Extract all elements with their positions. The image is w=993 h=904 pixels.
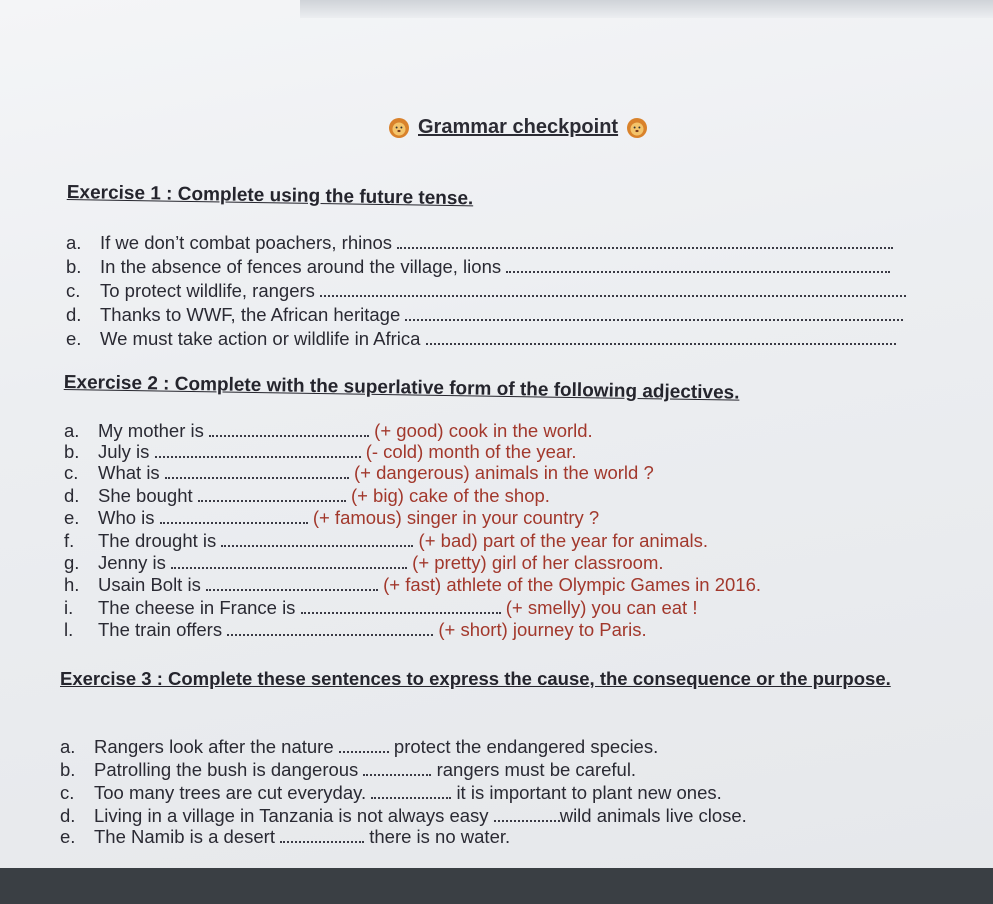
item-letter: i. xyxy=(64,597,74,618)
item-letter: g. xyxy=(64,552,80,573)
item-letter: e. xyxy=(66,328,82,349)
answer-blank[interactable] xyxy=(363,760,431,776)
item-text-after: there is no water. xyxy=(369,826,511,847)
item-text-after: rangers must be careful. xyxy=(436,759,637,780)
item-text: In the absence of fences around the village, lions xyxy=(100,256,502,277)
item-letter: c. xyxy=(60,782,75,803)
lion-icon xyxy=(626,117,648,139)
answer-blank[interactable] xyxy=(206,575,378,591)
lion-icon xyxy=(388,117,410,139)
ex3-item-e xyxy=(60,826,510,848)
item-letter: a. xyxy=(64,420,80,441)
item-text: Too many trees are cut everyday. xyxy=(94,782,367,803)
adjective-hint: (+ short) journey to Paris. xyxy=(438,619,647,640)
item-letter: b. xyxy=(64,441,80,462)
adjective-hint: (+ pretty) girl of her classroom. xyxy=(412,552,664,573)
exercise-2-title: Exercise 2 : Complete with the superlative form of the following adjectives. xyxy=(63,372,740,404)
adjective-hint: (+ fast) athlete of the Olympic Games in 2016. xyxy=(383,574,761,595)
ex3-item-b xyxy=(60,759,636,781)
adjective-hint: (+ big) cake of the shop. xyxy=(350,485,550,506)
answer-blank[interactable] xyxy=(301,598,501,614)
exercise-1-title: Exercise 1 : Complete using the future tense. xyxy=(66,182,474,210)
ex1-item-e xyxy=(66,328,896,350)
ex2-item-i xyxy=(64,597,697,619)
item-letter: h. xyxy=(64,574,80,595)
item-letter: b. xyxy=(60,759,76,780)
adjective-hint: (+ famous) singer in your country ? xyxy=(312,507,600,528)
answer-blank[interactable] xyxy=(209,421,369,437)
item-text: What is xyxy=(98,462,160,483)
item-text: The drought is xyxy=(98,530,217,551)
ex1-item-c xyxy=(66,280,906,302)
item-letter: a. xyxy=(66,232,82,253)
ex3-item-d xyxy=(60,805,747,827)
item-text: The train offers xyxy=(98,619,223,640)
answer-blank[interactable] xyxy=(155,442,361,458)
ex2-item-b xyxy=(64,441,576,463)
item-letter: b. xyxy=(66,256,82,277)
answer-blank[interactable] xyxy=(506,257,890,273)
ex3-item-c xyxy=(60,782,722,804)
exercise-3-title: Exercise 3 : Complete these sentences to express the cause, the consequence or the purpose. xyxy=(60,668,891,689)
ex1-item-a xyxy=(66,232,893,254)
answer-blank[interactable] xyxy=(426,329,896,345)
answer-blank[interactable] xyxy=(405,305,903,321)
item-letter: a. xyxy=(60,736,76,757)
item-text: Who is xyxy=(98,507,155,528)
item-text: Thanks to WWF, the African heritage xyxy=(100,304,401,325)
answer-blank[interactable] xyxy=(494,806,560,822)
ex2-item-f xyxy=(64,530,708,552)
item-text: Rangers look after the nature xyxy=(94,736,334,757)
item-letter: e. xyxy=(60,826,76,847)
item-text: She bought xyxy=(98,485,193,506)
answer-blank[interactable] xyxy=(280,827,364,843)
answer-blank[interactable] xyxy=(171,553,407,569)
answer-blank[interactable] xyxy=(339,737,389,753)
answer-blank[interactable] xyxy=(165,463,349,479)
answer-blank[interactable] xyxy=(221,531,413,547)
ex2-item-d xyxy=(64,485,550,507)
title-text: Grammar checkpoint xyxy=(418,116,619,138)
adjective-hint: (+ smelly) you can eat ! xyxy=(505,597,698,618)
item-text: We must take action or wildlife in Africa xyxy=(100,328,421,349)
ex2-item-e xyxy=(64,507,599,529)
ex2-item-a xyxy=(64,420,593,442)
ex2-item-h xyxy=(64,574,761,596)
answer-blank[interactable] xyxy=(160,508,308,524)
ex2-item-g xyxy=(64,552,664,574)
item-text: The cheese in France is xyxy=(98,597,296,618)
item-letter: c. xyxy=(66,280,81,301)
item-letter: f. xyxy=(64,530,75,551)
answer-blank[interactable] xyxy=(371,783,451,799)
adjective-hint: (+ bad) part of the year for animals. xyxy=(418,530,709,551)
item-text-after: wild animals live close. xyxy=(559,805,747,826)
item-text: Patrolling the bush is dangerous xyxy=(94,759,359,780)
item-text: If we don’t combat poachers, rhinos xyxy=(100,232,393,253)
item-text: To protect wildlife, rangers xyxy=(100,280,315,301)
adjective-hint: (+ dangerous) animals in the world ? xyxy=(353,462,654,483)
screen-edge xyxy=(300,0,993,18)
item-text: My mother is xyxy=(98,420,204,441)
item-letter: c. xyxy=(64,462,79,483)
adjective-hint: (- cold) month of the year. xyxy=(365,441,577,462)
ex2-item-l xyxy=(64,619,647,641)
item-letter: d. xyxy=(64,485,80,506)
answer-blank[interactable] xyxy=(227,620,433,636)
item-text: Living in a village in Tanzania is not always easy xyxy=(94,805,489,826)
answer-blank[interactable] xyxy=(320,281,906,297)
item-text: Usain Bolt is xyxy=(98,574,201,595)
item-letter: e. xyxy=(64,507,80,528)
ex1-item-b xyxy=(66,256,890,278)
ex3-item-a xyxy=(60,736,658,758)
item-letter: d. xyxy=(66,304,82,325)
answer-blank[interactable] xyxy=(198,486,346,502)
item-letter: l. xyxy=(64,619,74,640)
answer-blank[interactable] xyxy=(397,233,893,249)
item-text: July is xyxy=(98,441,150,462)
ex1-item-d xyxy=(66,304,903,326)
ex2-item-c xyxy=(64,462,654,484)
item-letter: d. xyxy=(60,805,76,826)
worksheet-title xyxy=(388,116,648,139)
item-text-after: protect the endangered species. xyxy=(393,736,659,757)
adjective-hint: (+ good) cook in the world. xyxy=(374,420,593,441)
item-text: Jenny is xyxy=(98,552,166,573)
item-text: The Namib is a desert xyxy=(94,826,275,847)
item-text-after: it is important to plant new ones. xyxy=(456,782,722,803)
